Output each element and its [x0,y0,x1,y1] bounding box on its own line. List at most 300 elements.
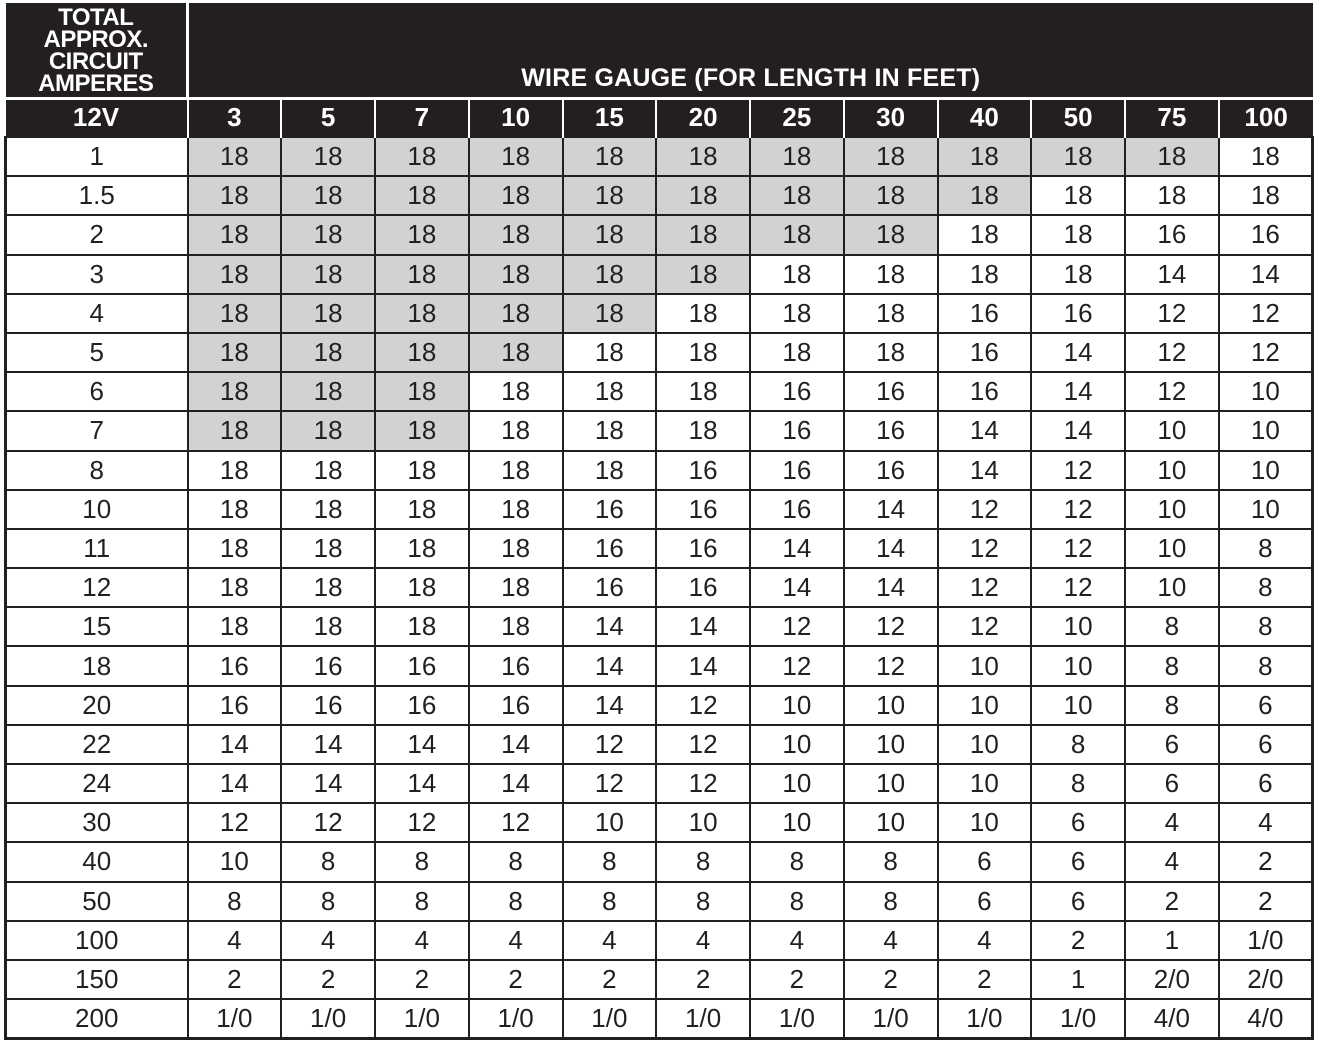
gauge-cell: 10 [563,803,657,842]
gauge-cell: 18 [281,568,375,607]
corner-line-2: CIRCUIT [48,47,143,75]
gauge-cell: 16 [1031,294,1125,333]
gauge-cell: 14 [844,529,938,568]
gauge-cell: 1/0 [844,999,938,1038]
gauge-cell: 18 [188,568,282,607]
gauge-cell: 2 [1219,882,1313,921]
gauge-cell: 14 [1031,411,1125,450]
amperes-cell: 3 [6,255,188,294]
table-row [6,686,1313,725]
gauge-cell: 2/0 [1125,960,1219,999]
gauge-cell: 18 [938,255,1032,294]
length-header-3: 3 [188,98,282,137]
gauge-cell: 18 [375,529,469,568]
gauge-cell: 18 [375,294,469,333]
gauge-table-body [6,137,1313,1038]
gauge-cell: 4 [1219,803,1313,842]
length-header-20: 20 [656,98,750,137]
gauge-cell: 8 [1031,725,1125,764]
amperes-cell: 12 [6,568,188,607]
gauge-cell: 8 [469,882,563,921]
gauge-cell: 18 [563,137,657,176]
gauge-cell: 2/0 [1219,960,1313,999]
gauge-cell: 14 [844,490,938,529]
gauge-cell: 18 [469,255,563,294]
gauge-cell: 10 [1219,490,1313,529]
gauge-cell: 16 [656,490,750,529]
gauge-cell: 18 [469,607,563,646]
gauge-cell: 10 [188,842,282,881]
length-header-row [6,98,1313,137]
gauge-cell: 18 [188,607,282,646]
gauge-cell: 18 [469,372,563,411]
gauge-cell: 16 [469,686,563,725]
table-row [6,882,1313,921]
gauge-cell: 18 [563,215,657,254]
gauge-cell: 18 [656,137,750,176]
gauge-cell: 18 [281,451,375,490]
gauge-cell: 6 [1031,803,1125,842]
gauge-cell: 16 [656,451,750,490]
amperes-cell: 4 [6,294,188,333]
gauge-cell: 18 [1031,176,1125,215]
voltage-label: 12V [6,98,188,137]
gauge-cell: 10 [1125,490,1219,529]
gauge-cell: 14 [656,646,750,685]
gauge-cell: 12 [750,607,844,646]
wire-gauge-title: WIRE GAUGE (FOR LENGTH IN FEET) [188,3,1313,98]
gauge-cell: 8 [281,882,375,921]
amperes-cell: 30 [6,803,188,842]
gauge-cell: 1/0 [469,999,563,1038]
gauge-cell: 18 [1125,176,1219,215]
gauge-cell: 4/0 [1125,999,1219,1038]
gauge-cell: 18 [750,176,844,215]
gauge-cell: 12 [563,764,657,803]
amperes-cell: 1.5 [6,176,188,215]
gauge-cell: 6 [938,882,1032,921]
gauge-cell: 2 [750,960,844,999]
gauge-cell: 18 [1125,137,1219,176]
gauge-cell: 18 [750,255,844,294]
gauge-cell: 4 [469,921,563,960]
gauge-cell: 4 [656,921,750,960]
table-row [6,529,1313,568]
gauge-cell: 12 [281,803,375,842]
gauge-cell: 8 [1219,607,1313,646]
amperes-cell: 5 [6,333,188,372]
gauge-cell: 10 [844,803,938,842]
gauge-cell: 16 [281,646,375,685]
amperes-cell: 22 [6,725,188,764]
gauge-cell: 16 [938,372,1032,411]
gauge-cell: 18 [281,294,375,333]
gauge-cell: 18 [188,255,282,294]
gauge-cell: 8 [1219,646,1313,685]
gauge-cell: 10 [1219,411,1313,450]
gauge-cell: 18 [469,451,563,490]
gauge-cell: 18 [281,215,375,254]
gauge-cell: 18 [563,372,657,411]
gauge-cell: 16 [844,411,938,450]
gauge-cell: 14 [938,411,1032,450]
gauge-cell: 18 [844,215,938,254]
gauge-cell: 18 [563,176,657,215]
gauge-cell: 18 [375,607,469,646]
gauge-cell: 12 [1031,490,1125,529]
gauge-cell: 2 [1219,842,1313,881]
gauge-cell: 18 [188,372,282,411]
table-row [6,215,1313,254]
gauge-cell: 2 [281,960,375,999]
gauge-cell: 18 [563,255,657,294]
gauge-cell: 2 [656,960,750,999]
gauge-cell: 14 [750,568,844,607]
gauge-cell: 12 [1125,333,1219,372]
gauge-cell: 2 [563,960,657,999]
gauge-cell: 12 [1125,294,1219,333]
gauge-cell: 4 [1125,842,1219,881]
gauge-cell: 14 [281,764,375,803]
gauge-cell: 12 [1031,451,1125,490]
gauge-cell: 14 [563,646,657,685]
gauge-cell: 8 [1125,607,1219,646]
gauge-cell: 14 [750,529,844,568]
gauge-cell: 18 [1031,255,1125,294]
gauge-cell: 6 [1031,842,1125,881]
gauge-cell: 2 [188,960,282,999]
gauge-cell: 1/0 [1031,999,1125,1038]
gauge-cell: 18 [844,137,938,176]
gauge-cell: 18 [469,215,563,254]
gauge-cell: 10 [1125,411,1219,450]
gauge-cell: 6 [938,842,1032,881]
corner-line-3: AMPERES [38,69,154,97]
gauge-cell: 4 [1125,803,1219,842]
gauge-cell: 12 [656,725,750,764]
gauge-cell: 18 [375,176,469,215]
gauge-cell: 18 [188,215,282,254]
gauge-cell: 18 [469,333,563,372]
gauge-cell: 8 [750,842,844,881]
gauge-cell: 12 [844,607,938,646]
gauge-cell: 18 [1219,176,1313,215]
length-header-40: 40 [938,98,1032,137]
gauge-cell: 10 [1125,529,1219,568]
gauge-cell: 10 [844,764,938,803]
gauge-cell: 18 [281,255,375,294]
gauge-cell: 14 [563,607,657,646]
gauge-cell: 10 [1125,451,1219,490]
gauge-cell: 16 [281,686,375,725]
length-header-75: 75 [1125,98,1219,137]
amperes-cell: 40 [6,842,188,881]
gauge-cell: 10 [938,646,1032,685]
length-header-50: 50 [1031,98,1125,137]
gauge-cell: 12 [656,686,750,725]
gauge-cell: 18 [188,333,282,372]
gauge-cell: 2 [469,960,563,999]
gauge-cell: 18 [938,215,1032,254]
gauge-cell: 8 [281,842,375,881]
gauge-cell: 18 [375,411,469,450]
gauge-cell: 4 [375,921,469,960]
table-row [6,921,1313,960]
gauge-cell: 18 [844,333,938,372]
gauge-cell: 18 [188,529,282,568]
gauge-cell: 14 [375,725,469,764]
gauge-cell: 14 [563,686,657,725]
gauge-cell: 18 [188,451,282,490]
gauge-cell: 10 [750,764,844,803]
gauge-cell: 10 [750,803,844,842]
gauge-cell: 1/0 [938,999,1032,1038]
gauge-cell: 18 [375,215,469,254]
gauge-cell: 12 [563,725,657,764]
gauge-cell: 18 [844,176,938,215]
table-row [6,176,1313,215]
gauge-cell: 18 [375,255,469,294]
gauge-cell: 10 [1125,568,1219,607]
gauge-cell: 1 [1125,921,1219,960]
gauge-cell: 6 [1125,725,1219,764]
gauge-cell: 14 [656,607,750,646]
length-header-15: 15 [563,98,657,137]
table-row [6,725,1313,764]
gauge-cell: 1/0 [188,999,282,1038]
gauge-cell: 18 [656,215,750,254]
table-row [6,803,1313,842]
table-row [6,764,1313,803]
length-header-100: 100 [1219,98,1313,137]
amperes-cell: 8 [6,451,188,490]
gauge-cell: 10 [1031,686,1125,725]
gauge-cell: 8 [1125,646,1219,685]
gauge-cell: 6 [1219,764,1313,803]
gauge-cell: 8 [844,842,938,881]
gauge-cell: 10 [656,803,750,842]
length-header-25: 25 [750,98,844,137]
gauge-cell: 4 [563,921,657,960]
gauge-cell: 12 [938,529,1032,568]
gauge-cell: 14 [1219,255,1313,294]
amperes-cell: 200 [6,999,188,1038]
gauge-cell: 16 [188,646,282,685]
gauge-cell: 16 [563,490,657,529]
gauge-cell: 18 [563,294,657,333]
table-row [6,333,1313,372]
gauge-cell: 12 [938,607,1032,646]
gauge-cell: 2 [844,960,938,999]
gauge-cell: 18 [375,568,469,607]
corner-header [6,3,188,98]
gauge-cell: 18 [656,255,750,294]
amperes-cell: 24 [6,764,188,803]
gauge-cell: 18 [188,294,282,333]
amperes-cell: 11 [6,529,188,568]
gauge-cell: 16 [844,451,938,490]
table-row [6,294,1313,333]
gauge-cell: 12 [938,568,1032,607]
gauge-cell: 2 [375,960,469,999]
gauge-cell: 6 [1219,686,1313,725]
gauge-cell: 16 [469,646,563,685]
gauge-cell: 8 [1219,568,1313,607]
gauge-cell: 18 [750,137,844,176]
gauge-cell: 8 [656,882,750,921]
amperes-cell: 6 [6,372,188,411]
gauge-cell: 12 [1125,372,1219,411]
gauge-cell: 16 [750,490,844,529]
gauge-cell: 10 [1031,607,1125,646]
gauge-cell: 2 [1125,882,1219,921]
gauge-cell: 18 [656,333,750,372]
gauge-cell: 8 [656,842,750,881]
table-row [6,842,1313,881]
table-row [6,255,1313,294]
gauge-cell: 8 [375,842,469,881]
gauge-cell: 12 [1031,529,1125,568]
gauge-cell: 16 [938,294,1032,333]
gauge-cell: 18 [281,529,375,568]
gauge-cell: 12 [1219,333,1313,372]
table-row [6,646,1313,685]
gauge-cell: 10 [1031,646,1125,685]
gauge-cell: 4 [188,921,282,960]
gauge-cell: 16 [750,411,844,450]
length-header-7: 7 [375,98,469,137]
gauge-cell: 18 [469,294,563,333]
gauge-cell: 16 [750,451,844,490]
gauge-cell: 12 [1219,294,1313,333]
gauge-cell: 14 [844,568,938,607]
gauge-cell: 2 [938,960,1032,999]
gauge-cell: 18 [281,490,375,529]
gauge-cell: 6 [1219,725,1313,764]
gauge-cell: 18 [1031,137,1125,176]
gauge-cell: 18 [938,176,1032,215]
gauge-cell: 8 [750,882,844,921]
gauge-cell: 4 [281,921,375,960]
amperes-cell: 1 [6,137,188,176]
title-row [6,3,1313,98]
gauge-cell: 18 [281,176,375,215]
gauge-cell: 16 [656,568,750,607]
gauge-cell: 18 [375,137,469,176]
gauge-cell: 10 [1219,372,1313,411]
gauge-cell: 18 [844,255,938,294]
table-row [6,490,1313,529]
gauge-cell: 18 [938,137,1032,176]
gauge-cell: 12 [469,803,563,842]
length-header-10: 10 [469,98,563,137]
gauge-cell: 16 [1219,215,1313,254]
gauge-cell: 18 [656,372,750,411]
gauge-cell: 10 [750,686,844,725]
gauge-cell: 18 [469,411,563,450]
gauge-cell: 18 [281,333,375,372]
gauge-cell: 18 [188,137,282,176]
gauge-cell: 18 [750,333,844,372]
gauge-cell: 10 [938,764,1032,803]
table-row [6,607,1313,646]
gauge-cell: 18 [375,372,469,411]
gauge-cell: 14 [1125,255,1219,294]
gauge-cell: 10 [750,725,844,764]
gauge-cell: 1/0 [750,999,844,1038]
gauge-cell: 18 [469,176,563,215]
gauge-cell: 8 [1031,764,1125,803]
length-header-30: 30 [844,98,938,137]
amperes-cell: 20 [6,686,188,725]
gauge-cell: 18 [656,294,750,333]
gauge-cell: 10 [938,725,1032,764]
gauge-cell: 18 [188,176,282,215]
gauge-cell: 16 [375,686,469,725]
gauge-cell: 18 [656,176,750,215]
gauge-cell: 14 [1031,333,1125,372]
table-row [6,568,1313,607]
wire-gauge-chart [4,3,1314,1039]
gauge-cell: 16 [656,529,750,568]
gauge-cell: 1/0 [281,999,375,1038]
table-row [6,137,1313,176]
gauge-cell: 18 [469,490,563,529]
gauge-cell: 14 [469,764,563,803]
gauge-cell: 14 [1031,372,1125,411]
gauge-cell: 1 [1031,960,1125,999]
gauge-cell: 18 [656,411,750,450]
gauge-cell: 16 [844,372,938,411]
gauge-cell: 18 [375,333,469,372]
gauge-cell: 12 [656,764,750,803]
table-row [6,451,1313,490]
gauge-cell: 10 [1219,451,1313,490]
gauge-cell: 12 [375,803,469,842]
gauge-cell: 14 [281,725,375,764]
gauge-cell: 14 [938,451,1032,490]
gauge-cell: 8 [1125,686,1219,725]
gauge-cell: 8 [563,842,657,881]
gauge-cell: 18 [375,490,469,529]
gauge-cell: 18 [1031,215,1125,254]
amperes-cell: 18 [6,646,188,685]
table-row [6,411,1313,450]
gauge-cell: 6 [1031,882,1125,921]
gauge-cell: 18 [750,294,844,333]
gauge-cell: 18 [375,451,469,490]
table-row [6,999,1313,1038]
gauge-cell: 18 [469,568,563,607]
gauge-cell: 6 [1125,764,1219,803]
gauge-cell: 12 [1031,568,1125,607]
gauge-cell: 18 [281,137,375,176]
gauge-cell: 18 [844,294,938,333]
table-row [6,372,1313,411]
gauge-cell: 1/0 [563,999,657,1038]
length-header-5: 5 [281,98,375,137]
amperes-cell: 50 [6,882,188,921]
gauge-cell: 4 [750,921,844,960]
amperes-cell: 15 [6,607,188,646]
gauge-cell: 14 [188,764,282,803]
amperes-cell: 150 [6,960,188,999]
gauge-cell: 18 [188,490,282,529]
gauge-cell: 18 [563,333,657,372]
gauge-cell: 12 [750,646,844,685]
gauge-cell: 12 [938,490,1032,529]
gauge-cell: 8 [188,882,282,921]
